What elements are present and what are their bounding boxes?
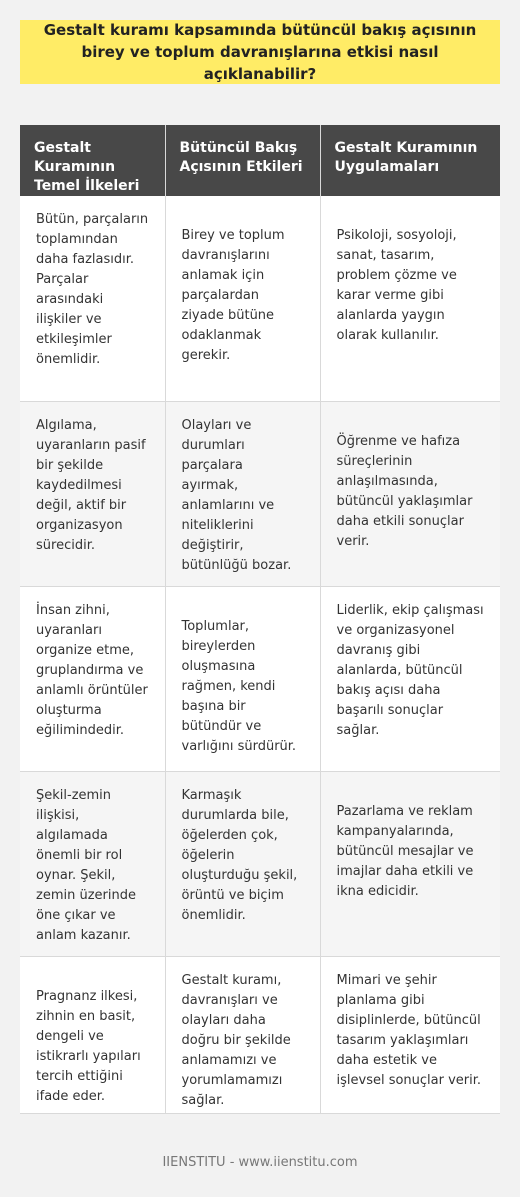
table-row xyxy=(20,956,500,1113)
column-header-principles: Gestalt Kuramının Temel İlkeleri xyxy=(20,125,165,196)
footer-credit: IIENSTITU - www.iienstitu.com xyxy=(162,1155,358,1170)
table-row xyxy=(20,771,500,956)
column-header-effects: Bütüncül Bakış Açısının Etkileri xyxy=(165,125,320,196)
table-cell: Gestalt kuramı, davranışları ve olayları daha doğru bir şekilde anlamamızı ve yorumlamamızı sağlar. xyxy=(165,956,320,1113)
table-cell: Bütün, parçaların toplamından daha fazlasıdır. Parçalar arasındaki ilişkiler ve etkileşimler önemlidir. xyxy=(20,196,165,401)
table-cell: Pragnanz ilkesi, zihnin en basit, dengeli ve istikrarlı yapıları tercih ettiğini ifade eder. xyxy=(20,956,165,1113)
table-cell: İnsan zihni, uyaranları organize etme, gruplandırma ve anlamlı örüntüler oluşturma eğilimindedir. xyxy=(20,586,165,771)
comparison-table xyxy=(20,125,500,1114)
table-cell: Mimari ve şehir planlama gibi disiplinlerde, bütüncül tasarım yaklaşımları daha estetik ve işlevsel sonuçlar verir. xyxy=(320,956,500,1113)
page-title xyxy=(20,20,500,84)
table-row xyxy=(20,586,500,771)
table-cell: Karmaşık durumlarda bile, öğelerden çok, öğelerin oluşturduğu şekil, örüntü ve biçim önemlidir. xyxy=(165,771,320,956)
table-cell: Psikoloji, sosyoloji, sanat, tasarım, problem çözme ve karar verme gibi alanlarda yaygın olarak kullanılır. xyxy=(320,196,500,401)
table-cell: Birey ve toplum davranışlarını anlamak için parçalardan ziyade bütüne odaklanmak gerekir. xyxy=(165,196,320,401)
table-header-row xyxy=(20,125,500,196)
table-cell: Pazarlama ve reklam kampanyalarında, bütüncül mesajlar ve imajlar daha etkili ve ikna edicidir. xyxy=(320,771,500,956)
column-header-applications: Gestalt Kuramının Uygulamaları xyxy=(320,125,500,196)
table-cell: Liderlik, ekip çalışması ve organizasyonel davranış gibi alanlarda, bütüncül bakış açısı daha başarılı sonuçlar sağlar. xyxy=(320,586,500,771)
table-cell: Algılama, uyaranların pasif bir şekilde kaydedilmesi değil, aktif bir organizasyon sürecidir. xyxy=(20,401,165,586)
table-cell: Toplumlar, bireylerden oluşmasına rağmen, kendi başına bir bütündür ve varlığını sürdürür. xyxy=(165,586,320,771)
table-cell: Olayları ve durumları parçalara ayırmak, anlamlarını ve niteliklerini değiştirir, bütünlüğü bozar. xyxy=(165,401,320,586)
table-cell: Öğrenme ve hafıza süreçlerinin anlaşılmasında, bütüncül yaklaşımlar daha etkili sonuçlar verir. xyxy=(320,401,500,586)
table-row xyxy=(20,196,500,401)
page-title-text: Gestalt kuramı kapsamında bütüncül bakış açısının birey ve toplum davranışlarına etkisi nasıl açıklanabilir? xyxy=(43,21,477,83)
table-cell: Şekil-zemin ilişkisi, algılamada önemli bir rol oynar. Şekil, zemin üzerinde öne çıkar ve anlam kazanır. xyxy=(20,771,165,956)
table-row xyxy=(20,401,500,586)
